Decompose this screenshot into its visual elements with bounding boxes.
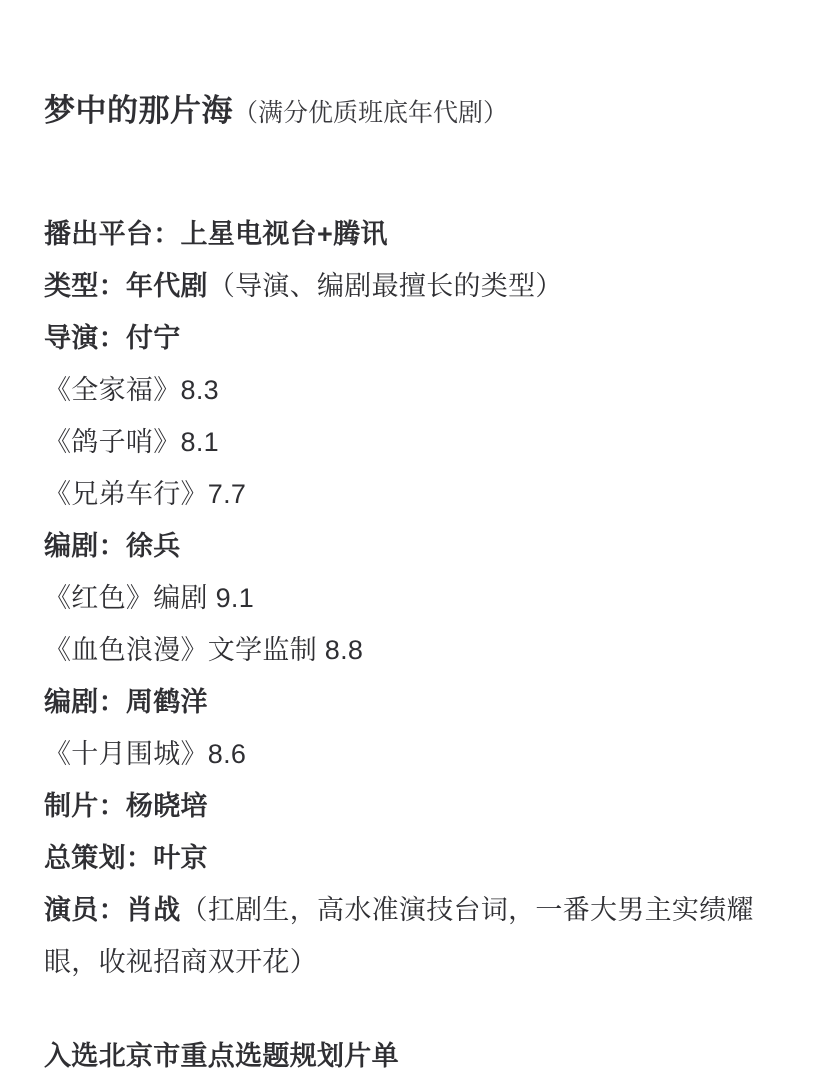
credit-item-writer-2-1 — [44, 728, 784, 780]
credit-item-writer-1-2 — [44, 624, 784, 676]
info-value-actor: 肖战 — [125, 895, 181, 925]
info-label-platform: 播出平台： — [44, 219, 181, 249]
info-line-platform — [44, 208, 784, 260]
info-line-genre — [44, 260, 784, 312]
credit-text: 《兄弟车行》7.7 — [44, 479, 247, 509]
credit-item-director-2 — [44, 416, 784, 468]
info-line-producer — [44, 780, 784, 832]
info-label-writer-2: 编剧： — [44, 687, 126, 717]
credit-text: 《血色浪漫》文学监制 8.8 — [44, 635, 364, 665]
info-value-director: 付宁 — [125, 323, 181, 353]
info-value-genre: 年代剧 — [125, 271, 208, 301]
credit-text: 《红色》编剧 9.1 — [44, 583, 255, 613]
info-note-actor: （扛剧生，高水准演技台词，一番大男主实绩耀眼，收视招商双开花） — [44, 895, 754, 977]
info-label-genre: 类型： — [44, 271, 126, 301]
footer-spacer — [44, 988, 784, 1030]
credit-item-writer-1-1 — [44, 572, 784, 624]
info-value-producer: 杨晓培 — [125, 791, 208, 821]
info-label-actor: 演员： — [44, 895, 126, 925]
info-label-producer: 制片： — [44, 791, 126, 821]
info-label-director: 导演： — [44, 323, 126, 353]
title-spacer — [44, 166, 784, 208]
info-note-genre: （导演、编剧最擅长的类型） — [207, 271, 563, 301]
credit-item-director-1 — [44, 364, 784, 416]
page-title — [44, 88, 784, 136]
credit-text: 《全家福》8.3 — [44, 375, 219, 405]
page-title-main: 梦中的那片海 — [44, 93, 233, 128]
info-label-writer-1: 编剧： — [44, 531, 126, 561]
info-label-chief-planner: 总策划： — [44, 843, 154, 873]
credit-item-director-3 — [44, 468, 784, 520]
info-line-director — [44, 312, 784, 364]
info-line-actor — [44, 884, 784, 988]
footer-note: 入选北京市重点选题规划片单 — [44, 1041, 399, 1071]
credit-text: 《十月围城》8.6 — [44, 739, 247, 769]
info-value-chief-planner: 叶京 — [153, 843, 208, 873]
credit-text: 《鸽子哨》8.1 — [44, 427, 219, 457]
info-value-writer-1: 徐兵 — [125, 531, 181, 561]
info-value-writer-2: 周鹤洋 — [125, 687, 208, 717]
info-line-chief-planner — [44, 832, 784, 884]
info-value-platform: 上星电视台+腾讯 — [180, 219, 388, 249]
page-title-sub: （满分优质班底年代剧） — [233, 99, 509, 127]
info-line-writer-2 — [44, 676, 784, 728]
info-line-writer-1 — [44, 520, 784, 572]
